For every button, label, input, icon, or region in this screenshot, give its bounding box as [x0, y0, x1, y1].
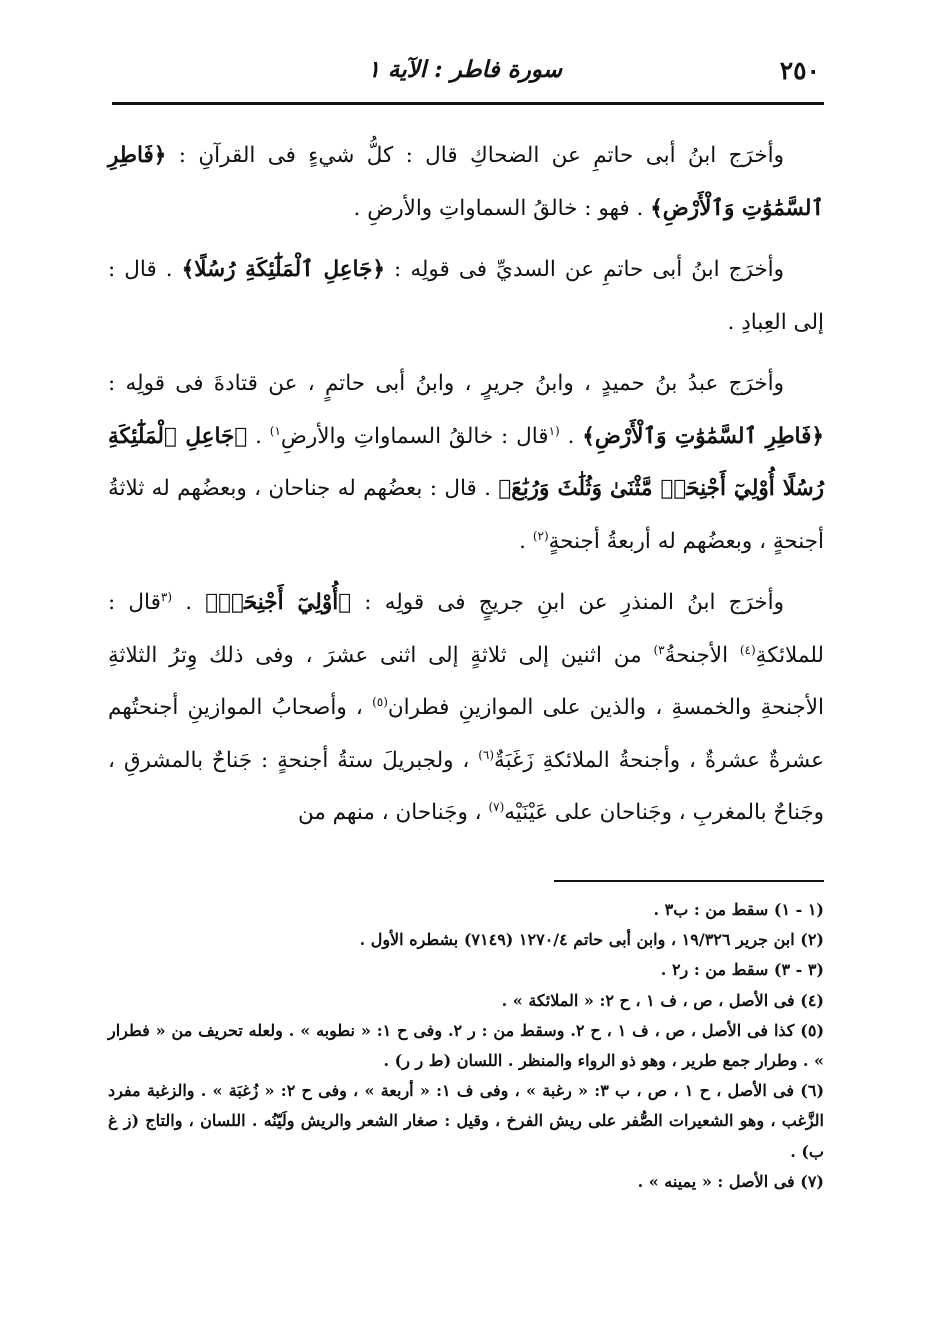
text-run: وأخرَج ابنُ المنذرِ عن ابنِ جريجٍ فى قولِه : [351, 590, 784, 615]
quran-quote: ﴿أُوْلِيٓ أَجْنِحَةٖ﴾ [205, 590, 352, 615]
paragraph [108, 130, 824, 235]
footnote: (٤) فى الأصل ، ص ، ف ١ ، ح ٢: « الملائكة » . [501, 990, 824, 1010]
footnotes [108, 895, 824, 1197]
page-number: ٢٥٠ [779, 56, 820, 85]
quran-quote: ﴿فَاطِرِ ٱلسَّمَٰوَٰتِ وَٱلْأَرْضِ﴾ [108, 143, 824, 221]
quran-quote: ﴿جَاعِلِ ٱلْمَلَٰٓئِكَةِ رُسُلًا﴾ [181, 257, 385, 282]
footnote-rule [554, 880, 824, 882]
footnote-ref: (٥) [372, 694, 388, 709]
text-run: ، وأصحابُ الموازينِ أجنحتُهم عشرةٌ عشرةٌ ، وأجنحةُ الملائكةِ زَغَبَةٌ [108, 695, 824, 773]
footnote: (٢) ابن جرير ١٩/٣٢٦ ، وابن أبى حاتم ١٢٧٠/٤ (٧١٤٩) بشطره الأول . [359, 930, 824, 950]
text-run: . قال : بعضُهم له جناحان ، وبعضُهم له ثلاثةُ أجنحةٍ ، وبعضُهم له أربعةُ أجنحةٍ [108, 476, 824, 554]
footnote-ref: (١ [548, 423, 560, 438]
paragraph [108, 244, 824, 349]
text-run: من اثنين إلى ثلاثةٍ إلى اثنى عشرَ ، وفى ذلك وِترُ الثلاثةِ الأجنحةِ والخمسةِ ، والذين على الموازينِ فطران [108, 642, 824, 720]
footnote-ref: (٣ [160, 589, 173, 604]
footnote-ref: (٤) [739, 642, 756, 657]
footnote-ref: ١) [269, 423, 281, 438]
footnote: (٣ - ٣) سقط من : ر٢ . [660, 960, 824, 980]
paragraph [108, 358, 824, 568]
footnote: (٥) كذا فى الأصل ، ص ، ف ١ ، ح ٢. وسقط من : ر ٢. وفى ح ١: « نطوبه » . ولعله تحريف من « فطرار » . وطرار جمع طرير ، وهو ذو الرواء والمنظر . اللسان (ط ر ر) . [108, 1020, 825, 1071]
main-text [108, 130, 824, 840]
text-run: . [172, 590, 206, 615]
footnote: (٦) فى الأصل ، ح ١ ، ص ، ب ٣: « رغبة » ، وفى ف ١: « أربعة » ، وفى ح ٢: « زُغبَة » . والزغبة مفرد الزَّغب ، وهو الشعيرات الصُّفر على ريش الفرخ ، وقيل : صغار الشعر والريش ولَيّنُه . اللسان ، والتاج (ز غ ب) . [108, 1081, 825, 1161]
paragraph [108, 577, 824, 840]
text-run: الأجنحةُ [664, 642, 740, 668]
footnote-ref: (٢) [532, 528, 549, 543]
quran-quote: ﴿جَاعِلِ ٱلْمَلَٰٓئِكَةِ رُسُلًا أُوْلِيٓ أَجْنِحَةٖ مَّثْنَىٰ وَثُلَٰثَ وَرُبَٰعَ﴾ [108, 423, 824, 501]
text-run: . [247, 423, 270, 449]
text-run: . فهو : خالقُ السماواتِ والأرضِ . [353, 195, 651, 221]
text-run: . [519, 528, 533, 554]
footnote-ref: ٣) [653, 642, 665, 657]
quran-quote: ﴿فَاطِرِ ٱلسَّمَٰوَٰتِ وَٱلْأَرْضِ﴾ [582, 423, 824, 449]
text-run: وأخرَج ابنُ أبى حاتمِ عن السديِّ فى قولِه : [385, 257, 784, 282]
footnote: (٧) فى الأصل : « يمينه » . [637, 1171, 824, 1191]
text-run: . قال : إلى العِبادِ . [108, 257, 824, 335]
page-header [112, 52, 824, 96]
footnote: (١ - ١) سقط من : ب٣ . [653, 900, 824, 919]
text-run: ، وجَناحان ، منهم من [297, 800, 489, 825]
text-run: قال : خالقُ السماواتِ والأرضِ [280, 423, 549, 449]
footnote-ref: (٧) [488, 799, 505, 814]
text-run: قال : للملائكةِ [108, 590, 824, 668]
footnote-ref: (٦) [478, 747, 495, 762]
header-rule [112, 102, 824, 105]
running-title: سورة فاطر : الآية ١ [367, 56, 562, 83]
text-run: . [559, 423, 583, 449]
text-run: وأخرَج ابنُ أبى حاتمِ عن الضحاكِ قال : كلُّ شيءٍ فى القرآنِ : [166, 143, 784, 168]
text-run: ، ولجبريلَ ستةُ أجنحةٍ : جَناحٌ بالمشرقِ ، وجَناحٌ بالمغربِ ، وجَناحان على عَيْنَيْه [108, 747, 824, 825]
text-run: وأخرَج عبدُ بنُ حميدٍ ، وابنُ جريرٍ ، وابنُ أبى حاتمٍ ، عن قتادةَ فى قولِه : [108, 371, 784, 396]
